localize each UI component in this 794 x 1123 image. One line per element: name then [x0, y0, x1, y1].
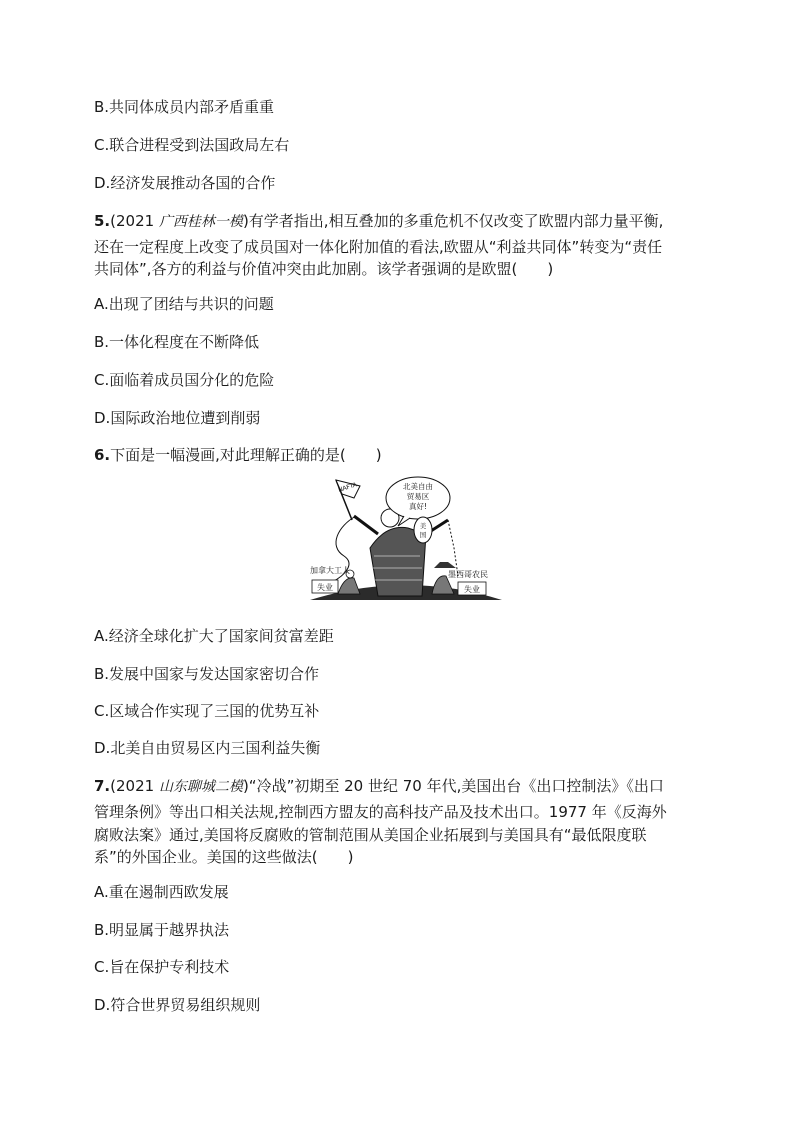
cartoon-farmer-hat [434, 562, 456, 568]
q7-number: 7. [94, 777, 111, 795]
cartoon-label-left: 加拿大工人 [310, 566, 350, 575]
q5-option-b: B.一体化程度在不断降低 [94, 333, 260, 351]
q7-stem-text: “冷战”初期至 20 世纪 70 年代,美国出台《出口控制法》《出口 [248, 777, 664, 795]
cartoon-bubble-line3: 真好! [408, 502, 428, 511]
cartoon-label-right: 墨西哥农民 [448, 570, 488, 579]
q6-stem [94, 445, 382, 465]
cartoon-bubble-tail [398, 516, 410, 526]
cartoon-left-worker [338, 578, 360, 594]
q7-stem-line2: 管理条例》等出口相关法规,控制西方盟友的高科技产品及技术出口。1977 年《反海外 [94, 803, 667, 821]
q7-option-d: D.符合世界贸易组织规则 [94, 996, 261, 1014]
cartoon-raised-arm [354, 516, 378, 534]
q7-stem-line4: 系”的外国企业。美国的这些做法( ) [94, 848, 354, 866]
cartoon-usa-tag [414, 517, 432, 543]
q7-option-b: B.明显属于越界执法 [94, 921, 230, 939]
q7-source-open: (2021 [110, 777, 159, 795]
q5-source: 广西桂林一模 [158, 214, 243, 230]
q6-option-b: B.发展中国家与发达国家密切合作 [94, 665, 320, 683]
cartoon-bubble-line2: 贸易区 [406, 492, 430, 501]
cartoon-flag-text: NAFTA [337, 481, 358, 494]
q6-stem-text: 下面是一幅漫画,对此理解正确的是( ) [110, 446, 382, 464]
cartoon-sign-right-text: 失业 [464, 585, 480, 594]
q5-option-a: A.出现了团结与共识的问题 [94, 295, 274, 313]
nafta-cartoon [308, 476, 504, 606]
q4-option-b: B.共同体成员内部矛盾重重 [94, 98, 275, 116]
q7-option-c: C.旨在保护专利技术 [94, 958, 230, 976]
q4-option-d: D.经济发展推动各国的合作 [94, 174, 276, 192]
q4-option-c: C.联合进程受到法国政局左右 [94, 136, 290, 154]
q5-source-close: ) [242, 212, 249, 230]
cartoon-usa-text-1: 美 [419, 522, 427, 530]
q5-source-open: (2021 [110, 212, 159, 230]
q5-number: 5. [94, 212, 111, 230]
cartoon-sign-left-text: 失业 [317, 583, 333, 592]
q5-stem-line2: 还在一定程度上改变了成员国对一体化附加值的看法,欧盟从“利益共同体”转变为“责任 [94, 238, 663, 256]
q7-stem-line3: 腐败法案》通过,美国将反腐败的管制范围从美国企业拓展到与美国具有“最低限度联 [94, 826, 647, 844]
q5-option-d: D.国际政治地位遭到削弱 [94, 409, 261, 427]
cartoon-bubble-line1: 北美自由 [403, 482, 433, 491]
q7-source-close: ) [242, 777, 249, 795]
q7-source: 山东聊城二模 [158, 779, 243, 795]
cartoon-usa-text-2: 国 [419, 531, 427, 539]
q6-number: 6. [94, 446, 111, 464]
q6-option-c: C.区域合作实现了三国的优势互补 [94, 702, 320, 720]
q5-option-c: C.面临着成员国分化的危险 [94, 371, 275, 389]
q7-stem-line1 [94, 776, 664, 797]
q7-option-a: A.重在遏制西欧发展 [94, 883, 229, 901]
q6-option-d: D.北美自由贸易区内三国利益失衡 [94, 739, 321, 757]
q5-stem-line1 [94, 211, 663, 232]
q5-stem-line3: 共同体”,各方的利益与价值冲突由此加剧。该学者强调的是欧盟( ) [94, 260, 554, 278]
q5-stem-text: 有学者指出,相互叠加的多重危机不仅改变了欧盟内部力量平衡, [248, 212, 664, 230]
q6-option-a: A.经济全球化扩大了国家间贫富差距 [94, 627, 334, 645]
